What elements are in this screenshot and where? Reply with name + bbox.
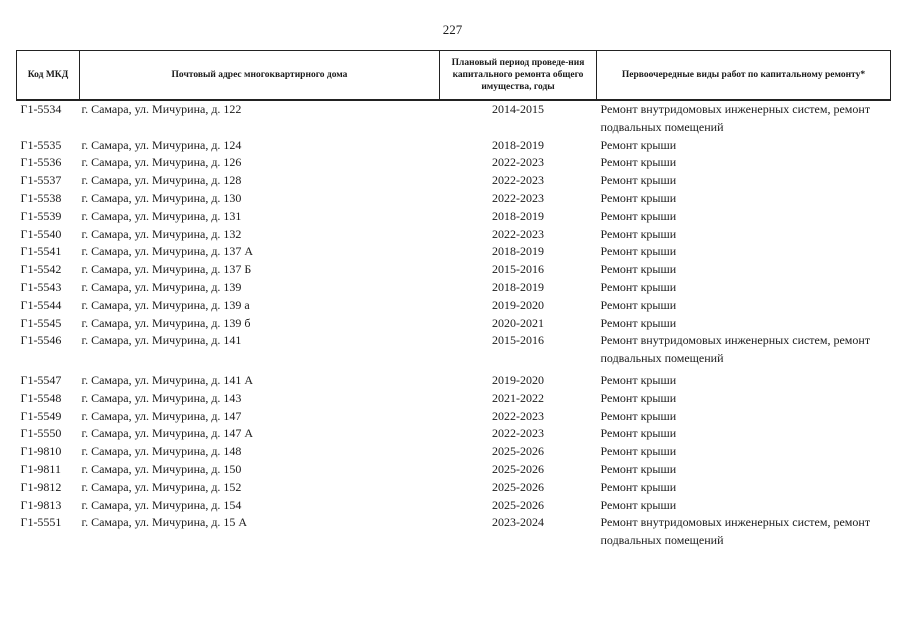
cell-period: 2015-2016 xyxy=(492,333,544,348)
repair-table-container xyxy=(16,50,884,550)
cell-works: Ремонт крыши xyxy=(600,315,677,330)
cell-code: Г1-5540 xyxy=(20,226,62,241)
cell-address: г. Самара, ул. Мичурина, д. 124 xyxy=(81,137,242,152)
cell-code: Г1-9812 xyxy=(20,479,62,494)
table-row xyxy=(17,226,891,244)
cell-address: г. Самара, ул. Мичурина, д. 143 xyxy=(81,390,242,405)
cell-works: Ремонт крыши xyxy=(600,372,677,387)
cell-period: 2022-2023 xyxy=(492,173,544,188)
cell-works: Ремонт крыши xyxy=(600,190,677,205)
cell-address: г. Самара, ул. Мичурина, д. 147 xyxy=(81,408,242,423)
cell-address: г. Самара, ул. Мичурина, д. 139 xyxy=(81,279,242,294)
cell-period: 2019-2020 xyxy=(492,372,544,387)
cell-works: Ремонт внутридомовых инженерных систем, ремонт подвальных помещений xyxy=(600,102,871,134)
cell-address: г. Самара, ул. Мичурина, д. 148 xyxy=(81,444,242,459)
table-row xyxy=(17,208,891,226)
cell-code: Г1-5536 xyxy=(20,155,62,170)
cell-address: г. Самара, ул. Мичурина, д. 132 xyxy=(81,226,242,241)
table-row xyxy=(17,279,891,297)
cell-address: г. Самара, ул. Мичурина, д. 128 xyxy=(81,173,242,188)
cell-address: г. Самара, ул. Мичурина, д. 141 xyxy=(81,333,242,348)
table-row xyxy=(17,243,891,261)
cell-code: Г1-5535 xyxy=(20,137,62,152)
cell-address: г. Самара, ул. Мичурина, д. 152 xyxy=(81,479,242,494)
cell-works: Ремонт крыши xyxy=(600,461,677,476)
table-row xyxy=(17,461,891,479)
table-row xyxy=(17,479,891,497)
cell-code: Г1-5550 xyxy=(20,426,62,441)
cell-works: Ремонт крыши xyxy=(600,137,677,152)
cell-address: г. Самара, ул. Мичурина, д. 141 А xyxy=(81,372,254,387)
table-row xyxy=(17,261,891,279)
table-row xyxy=(17,443,891,461)
table-row xyxy=(17,332,891,368)
cell-works: Ремонт крыши xyxy=(600,279,677,294)
cell-period: 2022-2023 xyxy=(492,408,544,423)
header-code: Код МКД xyxy=(17,51,80,101)
cell-period: 2022-2023 xyxy=(492,190,544,205)
cell-address: г. Самара, ул. Мичурина, д. 147 А xyxy=(81,426,254,441)
cell-period: 2022-2023 xyxy=(492,155,544,170)
cell-period: 2025-2026 xyxy=(492,479,544,494)
cell-address: г. Самара, ул. Мичурина, д. 137 Б xyxy=(81,262,252,277)
cell-address: г. Самара, ул. Мичурина, д. 137 А xyxy=(81,244,254,259)
cell-code: Г1-5546 xyxy=(20,333,62,348)
table-row xyxy=(17,408,891,426)
cell-works: Ремонт крыши xyxy=(600,408,677,423)
cell-works: Ремонт крыши xyxy=(600,155,677,170)
cell-works: Ремонт внутридомовых инженерных систем, ремонт подвальных помещений xyxy=(600,515,871,548)
table-row xyxy=(17,425,891,443)
cell-code: Г1-5537 xyxy=(20,173,62,188)
cell-code: Г1-5549 xyxy=(20,408,62,423)
cell-works: Ремонт внутридомовых инженерных систем, ремонт подвальных помещений xyxy=(600,333,871,366)
cell-period: 2018-2019 xyxy=(492,208,544,223)
cell-works: Ремонт крыши xyxy=(600,262,677,277)
header-address: Почтовый адрес многоквартирного дома xyxy=(80,51,440,101)
cell-works: Ремонт крыши xyxy=(600,479,677,494)
cell-period: 2021-2022 xyxy=(492,390,544,405)
cell-period: 2018-2019 xyxy=(492,244,544,259)
repair-table xyxy=(16,50,891,550)
cell-works: Ремонт крыши xyxy=(600,297,677,312)
cell-period: 2023-2024 xyxy=(492,515,544,530)
cell-period: 2020-2021 xyxy=(492,315,544,330)
table-row xyxy=(17,172,891,190)
cell-code: Г1-5541 xyxy=(20,244,62,259)
cell-address: г. Самара, ул. Мичурина, д. 15 А xyxy=(81,515,248,530)
cell-code: Г1-5545 xyxy=(20,315,62,330)
table-row xyxy=(17,137,891,155)
cell-code: Г1-5539 xyxy=(20,208,62,223)
cell-address: г. Самара, ул. Мичурина, д. 154 xyxy=(81,497,242,512)
cell-address: г. Самара, ул. Мичурина, д. 131 xyxy=(81,208,242,223)
cell-code: Г1-5542 xyxy=(20,262,62,277)
cell-address: г. Самара, ул. Мичурина, д. 122 xyxy=(81,102,242,116)
cell-code: Г1-9811 xyxy=(20,461,61,476)
table-row xyxy=(17,297,891,315)
table-row xyxy=(17,497,891,515)
cell-works: Ремонт крыши xyxy=(600,444,677,459)
table-row xyxy=(17,514,891,550)
cell-works: Ремонт крыши xyxy=(600,426,677,441)
cell-works: Ремонт крыши xyxy=(600,390,677,405)
header-row xyxy=(17,51,891,101)
table-row xyxy=(17,315,891,333)
table-row xyxy=(17,372,891,390)
table-row xyxy=(17,154,891,172)
cell-code: Г1-5547 xyxy=(20,372,62,387)
cell-code: Г1-5534 xyxy=(20,102,62,116)
cell-works: Ремонт крыши xyxy=(600,208,677,223)
cell-address: г. Самара, ул. Мичурина, д. 139 б xyxy=(81,315,251,330)
table-row xyxy=(17,190,891,208)
table-row xyxy=(17,100,891,137)
cell-period: 2022-2023 xyxy=(492,426,544,441)
cell-address: г. Самара, ул. Мичурина, д. 139 а xyxy=(81,297,250,312)
cell-code: Г1-5543 xyxy=(20,279,62,294)
cell-code: Г1-9810 xyxy=(20,444,62,459)
cell-period: 2015-2016 xyxy=(492,262,544,277)
cell-works: Ремонт крыши xyxy=(600,497,677,512)
page-number: 227 xyxy=(442,22,463,37)
cell-period: 2014-2015 xyxy=(492,102,544,116)
cell-code: Г1-9813 xyxy=(20,497,62,512)
cell-code: Г1-5538 xyxy=(20,190,62,205)
cell-code: Г1-5548 xyxy=(20,390,62,405)
cell-works: Ремонт крыши xyxy=(600,244,677,259)
cell-period: 2022-2023 xyxy=(492,226,544,241)
header-period: Плановый период проведе-ния капитального ремонта общего имущества, годы xyxy=(440,51,597,101)
cell-period: 2025-2026 xyxy=(492,444,544,459)
cell-address: г. Самара, ул. Мичурина, д. 150 xyxy=(81,461,242,476)
cell-period: 2018-2019 xyxy=(492,279,544,294)
header-works: Первоочередные виды работ по капитальному ремонту* xyxy=(597,51,891,101)
cell-period: 2018-2019 xyxy=(492,137,544,152)
cell-period: 2019-2020 xyxy=(492,297,544,312)
cell-code: Г1-5544 xyxy=(20,297,62,312)
cell-address: г. Самара, ул. Мичурина, д. 130 xyxy=(81,190,242,205)
cell-period: 2025-2026 xyxy=(492,497,544,512)
table-header xyxy=(17,51,891,101)
cell-works: Ремонт крыши xyxy=(600,173,677,188)
cell-address: г. Самара, ул. Мичурина, д. 126 xyxy=(81,155,242,170)
table-row xyxy=(17,390,891,408)
table-body xyxy=(17,100,891,550)
cell-works: Ремонт крыши xyxy=(600,226,677,241)
cell-period: 2025-2026 xyxy=(492,461,544,476)
cell-code: Г1-5551 xyxy=(20,515,62,530)
